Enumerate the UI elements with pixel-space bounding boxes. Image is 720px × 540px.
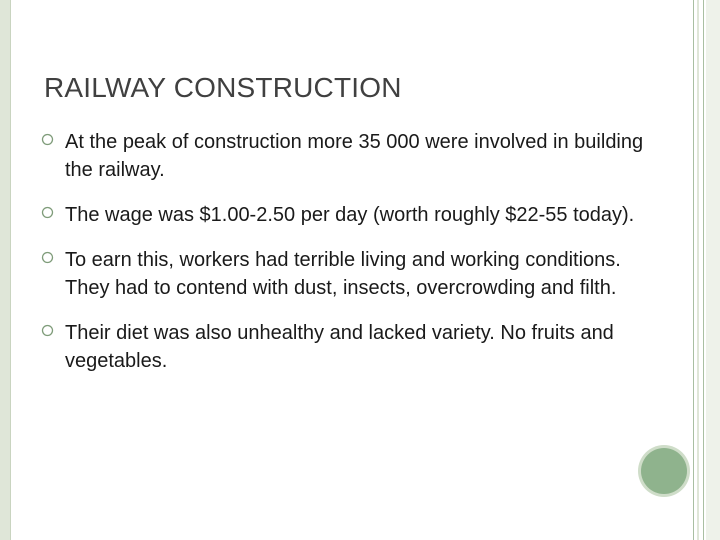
right-border-band <box>697 0 699 540</box>
right-decorative-fill <box>706 0 720 540</box>
hollow-circle-icon <box>41 206 54 219</box>
left-decorative-strip <box>0 0 11 540</box>
bullet-text: The wage was $1.00-2.50 per day (worth roughly $22-55 today). <box>65 204 635 226</box>
right-border-line-inner <box>703 0 704 540</box>
hollow-circle-icon <box>41 251 54 264</box>
hollow-circle-icon <box>41 324 54 337</box>
bullet-item <box>40 128 660 184</box>
bullet-text: To earn this, workers had terrible living and working conditions. They had to contend with dust, insects, overcrowding and filth. <box>65 249 621 299</box>
bullet-item <box>40 201 660 229</box>
bullet-text: Their diet was also unhealthy and lacked variety. No fruits and vegetables. <box>65 322 614 372</box>
corner-decorative-circle <box>641 448 687 494</box>
bullet-text: At the peak of construction more 35 000 were involved in building the railway. <box>65 131 644 181</box>
bullet-item <box>40 246 660 302</box>
bullet-item <box>40 319 660 375</box>
hollow-circle-icon <box>41 133 54 146</box>
slide-title: RAILWAY CONSTRUCTION <box>44 72 402 103</box>
right-border-line-outer <box>693 0 694 540</box>
bullet-list <box>40 128 660 375</box>
